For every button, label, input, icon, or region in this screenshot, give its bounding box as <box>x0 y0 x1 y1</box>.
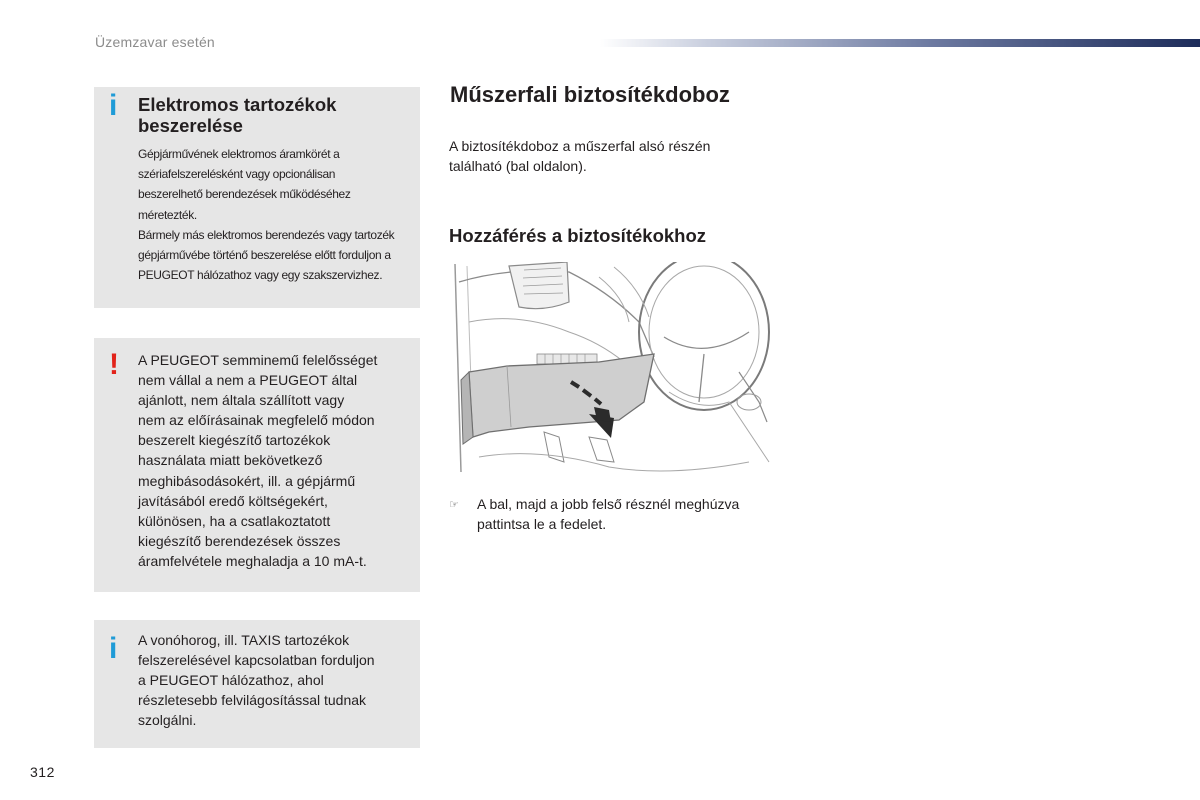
info-box-body <box>138 630 413 730</box>
warning-box-line: meghibásodásokért, ill. a gépjármű <box>138 472 356 489</box>
warning-box-line: használata miatt bekövetkező <box>138 452 323 469</box>
warning-box-line: nem az előírásainak megfelelő módon <box>138 412 375 429</box>
info-box-line: szériafelszerelésként vagy opcionálisan <box>138 167 336 182</box>
warning-box-line: A PEUGEOT semminemű felelősséget <box>138 352 378 368</box>
info-box-line: A vonóhorog, ill. TAXIS tartozékok <box>138 632 350 648</box>
info-box-line: méretezték. <box>138 207 197 222</box>
page-number: 312 <box>30 764 55 780</box>
info-box-body <box>138 144 418 285</box>
intro-line: található (bal oldalon). <box>449 158 587 174</box>
info-box-line: szolgálni. <box>138 712 197 728</box>
instruction-text <box>477 494 777 534</box>
dashboard-fusebox-illustration <box>449 262 776 480</box>
info-box-line: felszerelésével kapcsolatban forduljon <box>138 652 375 668</box>
info-icon: i <box>109 89 118 122</box>
info-box-line: a PEUGEOT hálózathoz, ahol <box>138 672 324 688</box>
warning-box-line: kiegészítő berendezések összes <box>138 532 341 549</box>
warning-box-line: nem vállal a nem a PEUGEOT által <box>138 372 358 389</box>
pointing-hand-icon: ☞ <box>449 499 459 511</box>
info-box-title: Elektromos tartozékok beszerelése <box>138 94 337 136</box>
info-box-line: részletesebb felvilágosítással tudnak <box>138 692 367 708</box>
section-heading: Műszerfali biztosítékdoboz <box>450 82 730 107</box>
warning-box-liability <box>94 338 420 592</box>
info-box-line: Bármely más elektromos berendezés vagy tartozék <box>138 227 395 242</box>
intro-line: A biztosítékdoboz a műszerfal alsó részén <box>449 138 711 154</box>
info-box-line: gépjárművébe történő beszerelése előtt forduljon a <box>138 248 391 263</box>
warning-icon: ! <box>109 348 119 381</box>
warning-box-line: beszerelt kiegészítő tartozékok <box>138 432 331 449</box>
info-box-line: PEUGEOT hálózathoz vagy egy szakszervizhez. <box>138 268 383 283</box>
info-box-towbar <box>94 620 420 748</box>
info-box-line: beszerelhető berendezések működéséhez <box>138 187 351 202</box>
info-box-line: Gépjárművének elektromos áramkörét a <box>138 147 340 161</box>
header-gradient-bar <box>600 39 1200 47</box>
dashboard-fusebox-drawing <box>449 262 776 480</box>
section-intro <box>449 136 749 176</box>
info-box-electrical-accessories <box>94 87 420 308</box>
warning-box-line: áramfelvétele meghaladja a 10 mA-t. <box>138 552 367 569</box>
warning-box-line: ajánlott, nem általa szállított vagy <box>138 392 345 409</box>
subsection-heading: Hozzáférés a biztosítékokhoz <box>449 225 707 246</box>
info-icon: i <box>109 632 118 665</box>
chapter-title: Üzemzavar esetén <box>95 34 215 50</box>
instruction-line: pattintsa le a fedelet. <box>477 516 607 532</box>
warning-box-line: javításából eredő költségekért, <box>138 492 328 509</box>
instruction-line: A bal, majd a jobb felső résznél meghúzva <box>477 496 740 512</box>
warning-box-body <box>138 350 408 571</box>
warning-box-line: különösen, ha a csatlakoztatott <box>138 512 331 529</box>
